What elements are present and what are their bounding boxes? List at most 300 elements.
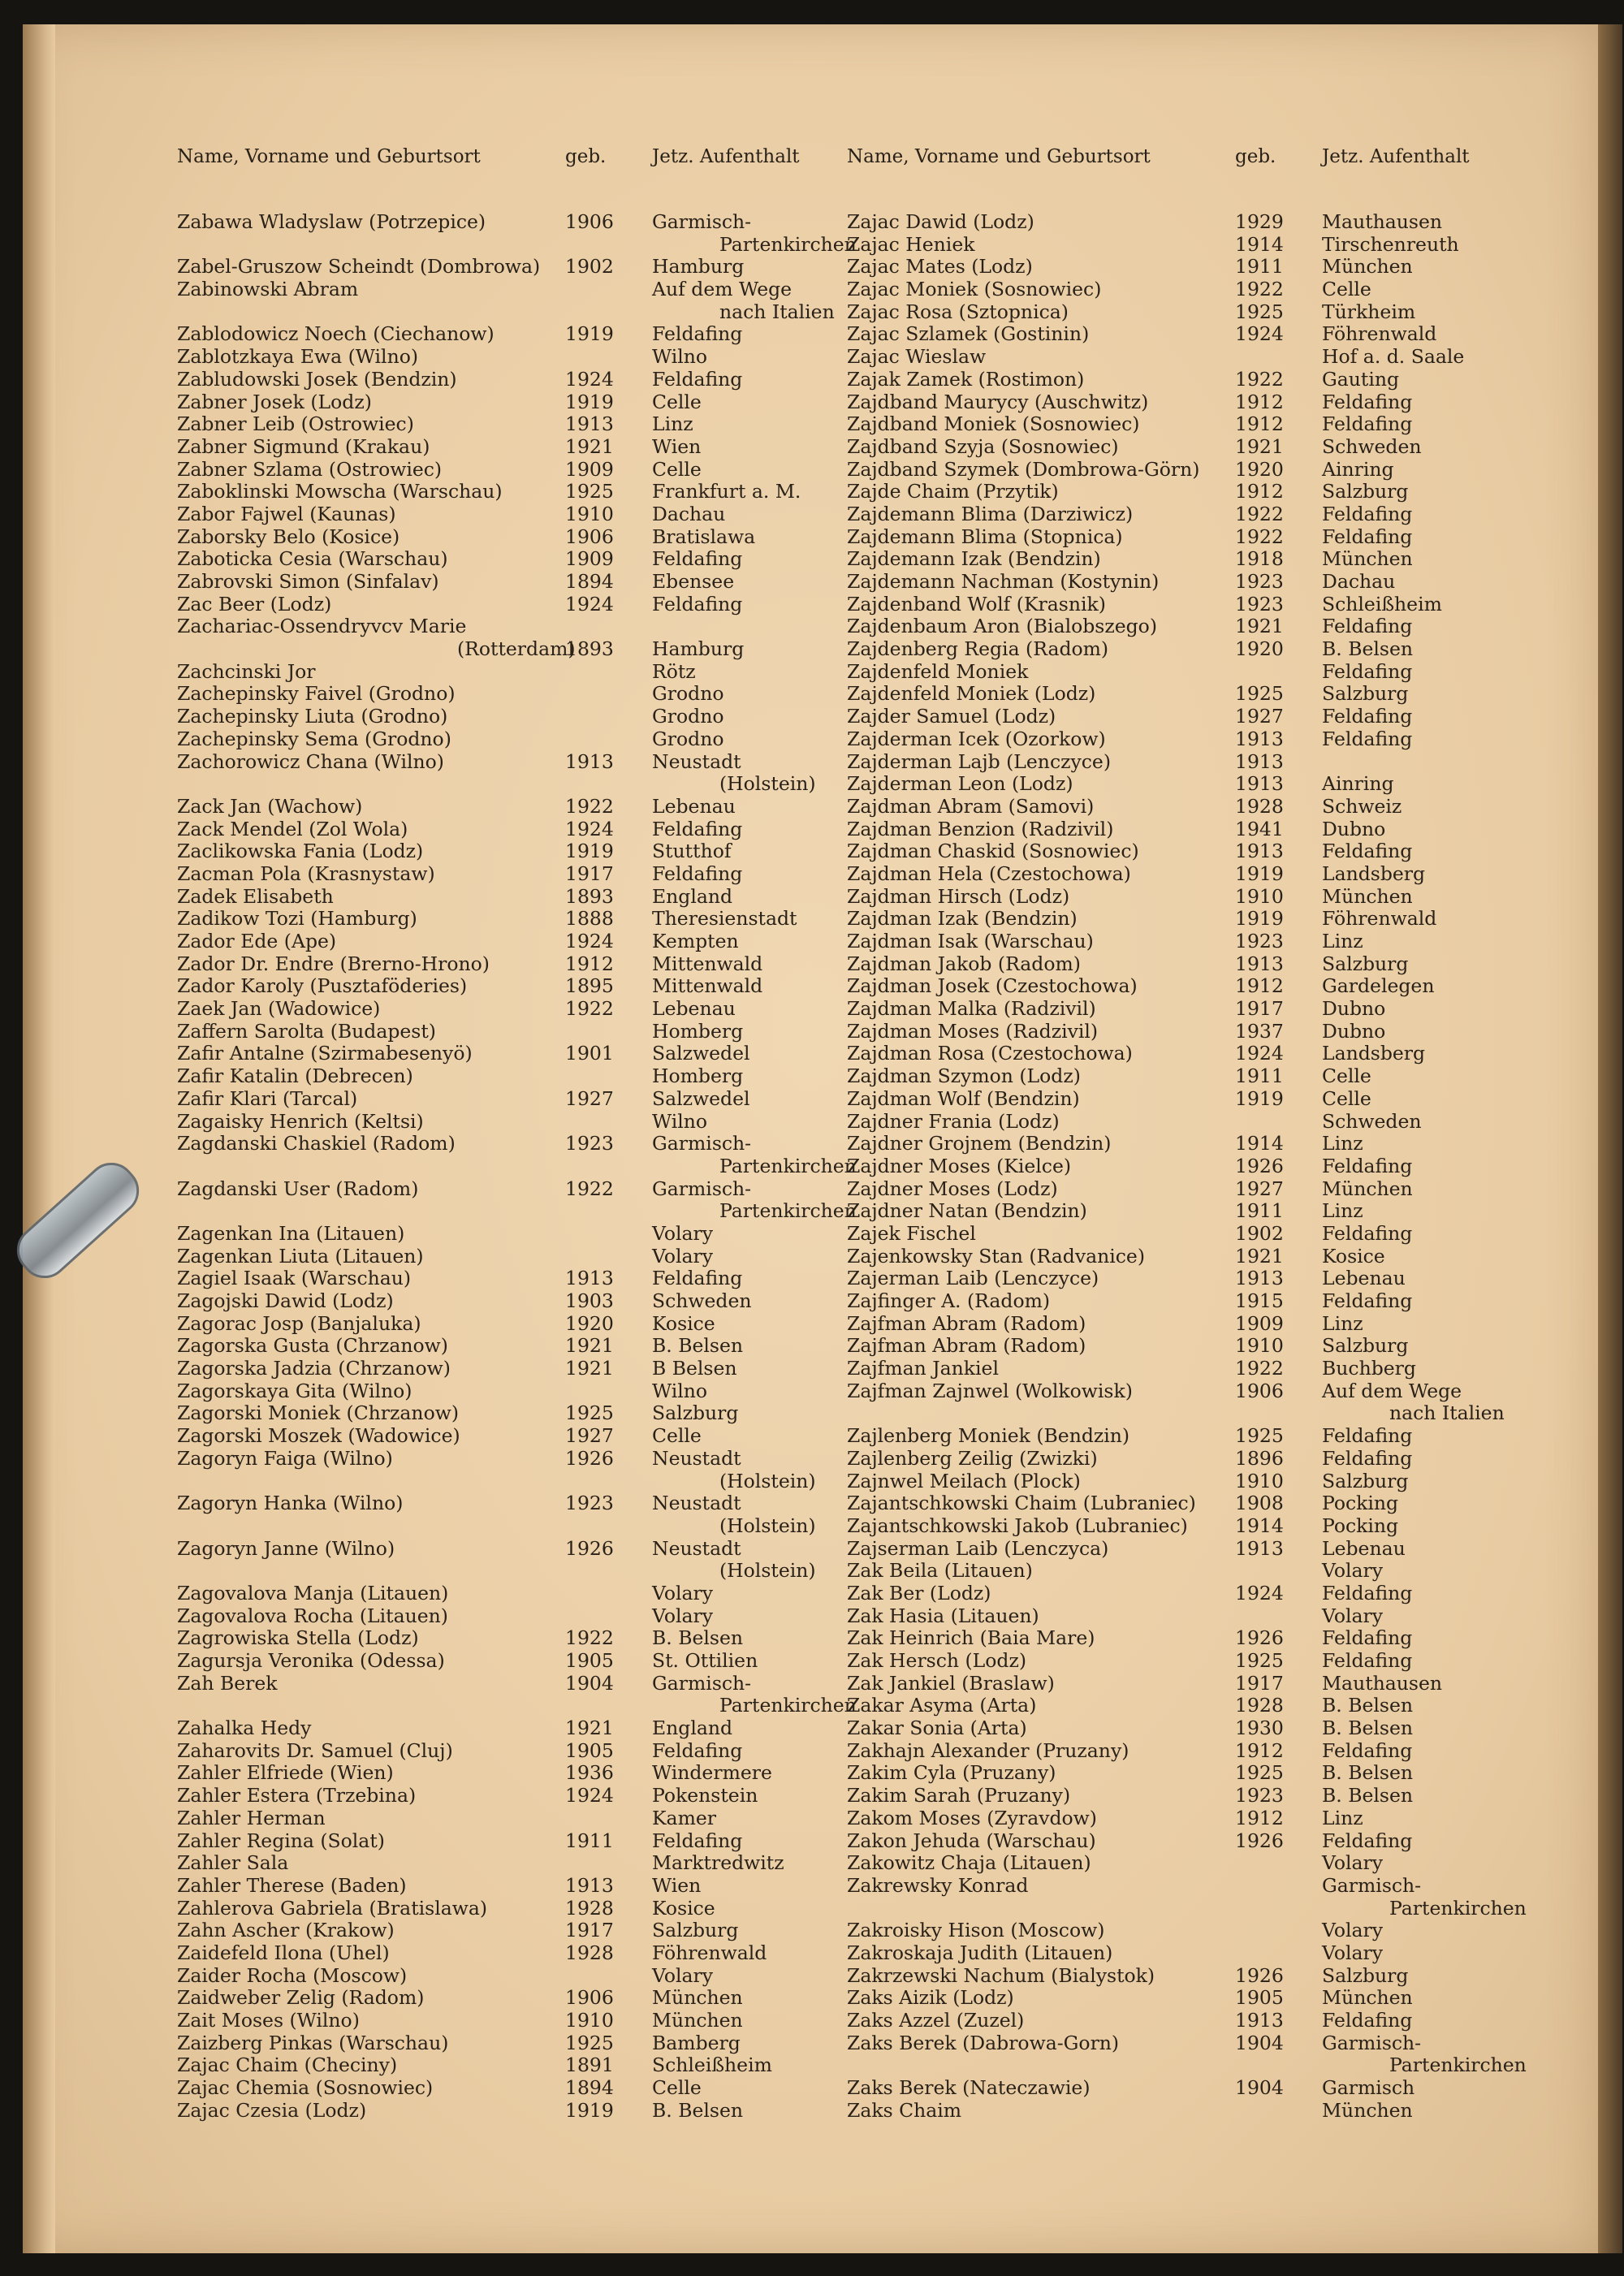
list-item: [177, 1762, 875, 1785]
entry-place: (Holstein): [719, 1559, 816, 1583]
entry-year: 1927: [565, 1424, 614, 1448]
entry-place: Volary: [1322, 1604, 1383, 1627]
list-item: [847, 1043, 1545, 1065]
entry-year: 1925: [1235, 1649, 1284, 1672]
entry-name: Zajdner Grojnem (Bendzin): [847, 1132, 1112, 1155]
entry-place: Garmisch-: [652, 1671, 752, 1695]
entry-place: Feldafing: [1322, 1649, 1413, 1672]
entry-name: Zabner Sigmund (Krakau): [177, 434, 430, 458]
entry-name: Zajdenberg Regia (Radom): [847, 637, 1109, 661]
list-item: [847, 1425, 1545, 1448]
list-item: [177, 369, 875, 391]
entry-place: England: [652, 1717, 733, 1740]
entry-year: 1906: [565, 210, 614, 233]
entry-name: Zachepinsky Sema (Grodno): [177, 727, 451, 750]
entry-year: 1924: [565, 817, 614, 840]
entry-place: Volary: [652, 1244, 713, 1268]
entry-name: Zakroisky Hison (Moscow): [847, 1919, 1105, 1942]
entry-place: Feldafing: [652, 322, 743, 346]
entry-place: B. Belsen: [652, 2098, 744, 2122]
entry-place: Celle: [1322, 1086, 1371, 1110]
entry-place: Ebensee: [652, 570, 735, 593]
entry-name: Zajdner Frania (Lodz): [847, 1109, 1060, 1133]
entry-year: 1910: [1235, 1334, 1284, 1358]
entry-place: England: [652, 884, 733, 908]
entry-name: Zajdman Rosa (Czestochowa): [847, 1042, 1133, 1065]
entry-place: B. Belsen: [1322, 637, 1414, 661]
entry-place: Windermere: [652, 1761, 772, 1785]
entry-year: 1909: [1235, 1311, 1284, 1335]
entry-name: Zaboticka Cesia (Warschau): [177, 547, 448, 571]
list-item: [847, 2054, 1545, 2077]
entry-name: Zaboklinski Mowscha (Warschau): [177, 480, 503, 503]
entry-year: 1894: [565, 570, 614, 593]
list-item: [847, 1178, 1545, 1201]
list-item: [847, 1583, 1545, 1605]
entry-name: Zabawa Wladyslaw (Potrzepice): [177, 210, 486, 233]
list-item: [847, 2100, 1545, 2123]
entry-name: Zajantschkowski Chaim (Lubraniec): [847, 1492, 1196, 1515]
list-item: [177, 1335, 875, 1358]
entry-name: Zaborsky Belo (Kosice): [177, 525, 400, 548]
entry-place: Feldafing: [1322, 2009, 1413, 2032]
entry-year: 1941: [1235, 817, 1284, 840]
entry-name: Zabel-Gruszow Scheindt (Dombrowa): [177, 255, 541, 279]
entry-place: Feldafing: [1322, 1738, 1413, 1762]
entry-name: Zajdman Isak (Warschau): [847, 930, 1094, 952]
entry-place: Dubno: [1322, 997, 1386, 1021]
entry-year: 1906: [565, 525, 614, 548]
entry-year: 1913: [565, 412, 614, 436]
entry-year: 1911: [1235, 1065, 1284, 1088]
list-item: [177, 683, 875, 706]
entry-place: Salzwedel: [652, 1042, 750, 1065]
list-item: [847, 1807, 1545, 1830]
entry-year: 1926: [1235, 1154, 1284, 1177]
entry-place: München: [1322, 2098, 1413, 2122]
list-item: [177, 840, 875, 863]
list-item: [847, 1223, 1545, 1246]
list-item: [177, 459, 875, 482]
entry-year: 1924: [565, 930, 614, 952]
entry-name: Zakar Asyma (Arta): [847, 1694, 1037, 1717]
entry-year: 1913: [1235, 727, 1284, 750]
entry-name: Zajdband Szyja (Sosnowiec): [847, 434, 1119, 458]
entry-year: 1888: [565, 907, 614, 931]
entry-place: Mauthausen: [1322, 210, 1443, 233]
list-item: [177, 1538, 875, 1561]
entry-year: 1928: [1235, 1694, 1284, 1717]
list-item: [847, 1538, 1545, 1561]
list-item: [847, 323, 1545, 346]
entry-year: 1926: [565, 1536, 614, 1560]
entry-name: Zajenkowsky Stan (Radvanice): [847, 1244, 1146, 1268]
entry-name: Zajderman Lajb (Lenczyce): [847, 749, 1111, 773]
entry-year: 1922: [1235, 502, 1284, 525]
entry-place: Feldafing: [652, 1738, 743, 1762]
entry-year: 1924: [565, 1784, 614, 1807]
list-item: [177, 1785, 875, 1807]
entry-place: Frankfurt a. M.: [652, 480, 801, 503]
list-item: [847, 2010, 1545, 2032]
entry-name: Zajlenberg Moniek (Bendzin): [847, 1424, 1130, 1448]
entry-name: Zak Hersch (Lodz): [847, 1649, 1027, 1672]
list-item: [847, 1717, 1545, 1740]
list-item: [847, 1650, 1545, 1673]
entry-year: 1919: [565, 2098, 614, 2122]
header-name: Name, Vorname und Geburtsort: [177, 146, 481, 167]
entry-place: Linz: [1322, 1199, 1363, 1223]
entry-name: Zajdenfeld Moniek (Lodz): [847, 682, 1096, 706]
entry-name: Zajserman Laib (Lenczyca): [847, 1536, 1109, 1560]
entry-place: Türkheim: [1322, 300, 1416, 323]
list-item: [847, 1246, 1545, 1268]
entry-place: Neustadt: [652, 1492, 741, 1515]
entry-name: Zagorska Gusta (Chrzanow): [177, 1334, 448, 1358]
entry-year: 1917: [565, 862, 614, 885]
entry-year: 1908: [1235, 1492, 1284, 1515]
entry-name: Zachorowicz Chana (Wilno): [177, 749, 444, 773]
entry-place: Theresienstadt: [652, 907, 797, 931]
entry-place: Salzwedel: [652, 1086, 750, 1110]
entry-name: Zakrzewski Nachum (Bialystok): [847, 1963, 1155, 1987]
entry-year: 1914: [1235, 1514, 1284, 1537]
entry-place: Pocking: [1322, 1492, 1399, 1515]
list-item: [847, 796, 1545, 818]
entry-place: Volary: [1322, 1559, 1383, 1583]
entry-year: 1923: [565, 1132, 614, 1155]
list-item: [847, 615, 1545, 638]
entry-name: Zajfinger A. (Radom): [847, 1289, 1051, 1312]
list-item: [177, 1852, 875, 1875]
entry-place: Salzburg: [1322, 1963, 1409, 1987]
entry-year: 1905: [1235, 1986, 1284, 2010]
entry-year: 1912: [1235, 974, 1284, 998]
entry-place: Ainring: [1322, 457, 1394, 481]
entry-place: Feldafing: [652, 1267, 743, 1290]
entry-year: 1920: [1235, 457, 1284, 481]
entry-year: 1930: [1235, 1717, 1284, 1740]
entry-name: Zagursja Veronika (Odessa): [177, 1649, 445, 1672]
entry-year: 1913: [1235, 2009, 1284, 2032]
entry-name: Zajdband Maurycy (Auschwitz): [847, 390, 1149, 413]
list-item: [177, 998, 875, 1021]
entry-place: Stutthof: [652, 840, 732, 863]
entry-place: Hamburg: [652, 255, 745, 279]
list-item: [177, 1695, 875, 1717]
entry-place: München: [1322, 884, 1413, 908]
entry-name: Zajdman Abram (Samovi): [847, 794, 1095, 818]
entry-place: Salzburg: [652, 1401, 739, 1425]
list-item: [847, 886, 1545, 909]
entry-place: Partenkirchen: [719, 1199, 857, 1223]
list-item: [177, 1290, 875, 1313]
list-item: [177, 391, 875, 414]
entry-place: Feldafing: [1322, 1626, 1413, 1650]
entry-year: 1922: [565, 1177, 614, 1200]
entry-year: 1921: [565, 1717, 614, 1740]
entry-year: 1926: [1235, 1626, 1284, 1650]
entry-year: 1895: [565, 974, 614, 998]
entry-year: 1927: [1235, 1177, 1284, 1200]
entry-year: 1923: [1235, 930, 1284, 952]
entry-name: Zagoryn Hanka (Wilno): [177, 1492, 404, 1515]
list-item: [847, 1560, 1545, 1583]
list-item: [847, 503, 1545, 526]
entry-year: 1902: [565, 255, 614, 279]
entry-name: Zagorskaya Gita (Wilno): [177, 1379, 412, 1402]
entry-name: Zajac Chaim (Checiny): [177, 2054, 398, 2077]
entry-name: Zajlenberg Zeilig (Zwizki): [847, 1446, 1098, 1470]
entry-year: 1913: [1235, 840, 1284, 863]
entry-name: Zagenkan Liuta (Litauen): [177, 1244, 424, 1268]
entry-name: Zakroskaja Judith (Litauen): [847, 1941, 1113, 1964]
entry-place: nach Italien: [1389, 1401, 1505, 1425]
entry-name: Zagovalova Manja (Litauen): [177, 1581, 449, 1604]
entry-place: B. Belsen: [652, 1334, 744, 1358]
entry-place: Garmisch-: [652, 1177, 752, 1200]
entry-place: Feldafing: [1322, 502, 1413, 525]
list-item: [177, 1898, 875, 1920]
list-item: [177, 2032, 875, 2055]
list-item: [177, 1875, 875, 1898]
entry-year: 1905: [565, 1738, 614, 1762]
page-spine-shadow: [23, 24, 55, 2253]
list-item: [847, 1402, 1545, 1425]
list-item: [847, 1268, 1545, 1290]
entry-name: Zafir Katalin (Debrecen): [177, 1065, 413, 1088]
entry-place: Kosice: [1322, 1244, 1385, 1268]
entry-place: Schleißheim: [652, 2054, 772, 2077]
entry-name: Zachepinsky Faivel (Grodno): [177, 682, 456, 706]
entry-year: 1902: [1235, 1221, 1284, 1245]
list-item: [847, 1762, 1545, 1785]
list-item: [847, 1987, 1545, 2010]
entry-place: Feldafing: [1322, 1221, 1413, 1245]
entry-name: Zagdanski User (Radom): [177, 1177, 419, 1200]
entry-year: 1906: [1235, 1379, 1284, 1402]
entry-name: Zajdband Szymek (Dombrowa-Görn): [847, 457, 1200, 481]
list-item: [177, 1717, 875, 1740]
entry-place: Auf dem Wege: [1322, 1379, 1462, 1402]
entry-name: Zahler Estera (Trzebina): [177, 1784, 417, 1807]
entry-place: Linz: [1322, 1806, 1363, 1829]
list-item: [847, 1471, 1545, 1493]
entry-name: Zajantschkowski Jakob (Lubraniec): [847, 1514, 1188, 1537]
list-item: [177, 773, 875, 796]
entry-name: Zajdman Josek (Czestochowa): [847, 974, 1138, 998]
entry-name: Zagrowiska Stella (Lodz): [177, 1626, 419, 1650]
entry-place: Volary: [652, 1604, 713, 1627]
entry-year: 1921: [1235, 615, 1284, 638]
list-item: [177, 548, 875, 571]
entry-name: Zahalka Hedy: [177, 1717, 312, 1740]
entry-year: 1919: [1235, 907, 1284, 931]
list-item: [177, 279, 875, 301]
list-item: [177, 1448, 875, 1471]
entry-place: Celle: [652, 390, 702, 413]
list-item: [847, 1942, 1545, 1965]
list-item: [177, 908, 875, 931]
list-item: [177, 2054, 875, 2077]
entry-place: Buchberg: [1322, 1357, 1416, 1380]
entry-place: Volary: [652, 1221, 713, 1245]
list-item: [177, 863, 875, 886]
list-item: [177, 1627, 875, 1650]
page-edge: [1598, 24, 1622, 2253]
entry-year: 1925: [1235, 1424, 1284, 1448]
list-item: [847, 1065, 1545, 1088]
list-item: [847, 1155, 1545, 1178]
entry-place: Gauting: [1322, 367, 1400, 391]
entry-year: 1913: [1235, 1536, 1284, 1560]
entry-place: Pocking: [1322, 1514, 1399, 1537]
entry-place: Salzburg: [1322, 682, 1409, 706]
entry-place: Auf dem Wege: [652, 278, 793, 301]
entry-name: Zajderman Icek (Ozorkow): [847, 727, 1106, 750]
list-item: [177, 615, 875, 638]
entry-year: 1921: [1235, 1244, 1284, 1268]
list-item: [177, 886, 875, 909]
entry-year: 1929: [1235, 210, 1284, 233]
entry-place: Salzburg: [1322, 480, 1409, 503]
entry-name: Zajnwel Meilach (Plock): [847, 1469, 1081, 1492]
entry-name: Zabor Fajwel (Kaunas): [177, 502, 396, 525]
entry-place: Neustadt: [652, 1446, 741, 1470]
left-rows: [177, 211, 875, 2122]
entry-place: Celle: [1322, 1065, 1371, 1088]
entry-name: Zajac Czesia (Lodz): [177, 2098, 367, 2122]
header-year: geb.: [565, 146, 607, 167]
entry-name: Zabner Szlama (Ostrowiec): [177, 457, 443, 481]
list-item: [847, 661, 1545, 684]
list-item: [847, 1920, 1545, 1942]
entry-year: 1926: [565, 1446, 614, 1470]
entry-place: Landsberg: [1322, 862, 1426, 885]
entry-name: Zajac Mates (Lodz): [847, 255, 1033, 279]
list-item: [177, 1380, 875, 1403]
list-item: [177, 234, 875, 257]
entry-name: Zagoryn Faiga (Wilno): [177, 1446, 393, 1470]
entry-place: Dubno: [1322, 1019, 1386, 1043]
entry-name: Zajdman Wolf (Bendzin): [847, 1086, 1080, 1110]
list-item: [177, 256, 875, 279]
right-column-header: [847, 146, 1545, 177]
entry-place: Lebenau: [652, 794, 736, 818]
entry-name: Zajdman Chaskid (Sosnowiec): [847, 840, 1139, 863]
entry-name: Zagorski Moniek (Chrzanow): [177, 1401, 460, 1425]
entry-year: 1924: [1235, 1581, 1284, 1604]
entry-place: B. Belsen: [1322, 1717, 1414, 1740]
entry-place: Feldafing: [1322, 705, 1413, 728]
list-item: [847, 346, 1545, 369]
entry-name: Zaharovits Dr. Samuel (Cluj): [177, 1738, 453, 1762]
entry-name: Zajdband Moniek (Sosnowiec): [847, 412, 1140, 436]
entry-year: 1917: [1235, 1671, 1284, 1695]
entry-place: Linz: [1322, 1311, 1363, 1335]
list-item: [177, 661, 875, 684]
entry-name: Zahler Sala: [177, 1851, 289, 1875]
list-item: [177, 1268, 875, 1290]
entry-year: 1906: [565, 1986, 614, 2010]
entry-name: Zaffern Sarolta (Budapest): [177, 1019, 436, 1043]
entry-place: Kosice: [652, 1311, 715, 1335]
list-item: [847, 234, 1545, 257]
header-name: Name, Vorname und Geburtsort: [847, 146, 1151, 167]
entry-year: 1919: [565, 390, 614, 413]
entry-place: B. Belsen: [1322, 1761, 1414, 1785]
entry-place: München: [1322, 547, 1413, 571]
entry-name: Zakhajn Alexander (Pruzany): [847, 1738, 1129, 1762]
entry-year: 1926: [1235, 1829, 1284, 1852]
list-item: [177, 1133, 875, 1155]
entry-name: Zahler Herman: [177, 1806, 326, 1829]
entry-year: 1923: [1235, 570, 1284, 593]
list-item: [847, 2032, 1545, 2055]
entry-year: 1912: [1235, 390, 1284, 413]
entry-place: Feldafing: [1322, 615, 1413, 638]
entry-name: Zabner Josek (Lodz): [177, 390, 372, 413]
entry-year: 1922: [1235, 367, 1284, 391]
entry-year: 1904: [1235, 2031, 1284, 2054]
entry-place: Feldafing: [1322, 1446, 1413, 1470]
list-item: [847, 2077, 1545, 2100]
list-item: [177, 323, 875, 346]
list-item: [847, 526, 1545, 549]
entry-year: 1936: [565, 1761, 614, 1785]
entry-year: 1904: [565, 1671, 614, 1695]
list-item: [847, 1695, 1545, 1717]
entry-place: Bratislawa: [652, 525, 756, 548]
entry-year: 1905: [565, 1649, 614, 1672]
entry-place: Linz: [1322, 930, 1363, 952]
entry-name: Zablodowicz Noech (Ciechanow): [177, 322, 495, 346]
entry-year: 1913: [565, 1873, 614, 1897]
list-item: [177, 706, 875, 728]
entry-name: Zaks Chaim: [847, 2098, 962, 2122]
entry-name: Zajfman Zajnwel (Wolkowisk): [847, 1379, 1133, 1402]
entry-name: Zajfman Abram (Radom): [847, 1311, 1086, 1335]
list-item: [177, 1471, 875, 1493]
entry-name: Zador Ede (Ape): [177, 930, 337, 952]
entry-name: Zagorac Josp (Banjaluka): [177, 1311, 421, 1335]
entry-name: Zakim Cyla (Pruzany): [847, 1761, 1056, 1785]
entry-name: Zajder Samuel (Lodz): [847, 705, 1056, 728]
list-item: [847, 1088, 1545, 1111]
entry-place: Feldafing: [652, 862, 743, 885]
entry-place: Feldafing: [1322, 525, 1413, 548]
entry-name: Zajerman Laib (Lenczyce): [847, 1267, 1099, 1290]
entry-name: Zajde Chaim (Przytik): [847, 480, 1059, 503]
entry-year: 1928: [565, 1896, 614, 1920]
entry-name: Zajac Dawid (Lodz): [847, 210, 1034, 233]
entry-name: Zajac Rosa (Sztopnica): [847, 300, 1069, 323]
entry-place: Celle: [652, 2076, 702, 2100]
entry-name: Zaks Aizik (Lodz): [847, 1986, 1014, 2010]
list-item: [847, 998, 1545, 1021]
entry-name: Zack Jan (Wachow): [177, 794, 363, 818]
entry-year: 1911: [565, 1829, 614, 1852]
entry-year: 1922: [565, 1626, 614, 1650]
entry-name: Zajak Zamek (Rostimon): [847, 367, 1085, 391]
entry-place: Garmisch-: [652, 210, 752, 233]
entry-name: Zabludowski Josek (Bendzin): [177, 367, 457, 391]
list-item: [177, 818, 875, 841]
entry-place: Feldafing: [652, 592, 743, 615]
entry-place: Wilno: [652, 345, 708, 369]
entry-place: Partenkirchen: [1389, 1896, 1527, 1920]
list-item: [177, 751, 875, 774]
